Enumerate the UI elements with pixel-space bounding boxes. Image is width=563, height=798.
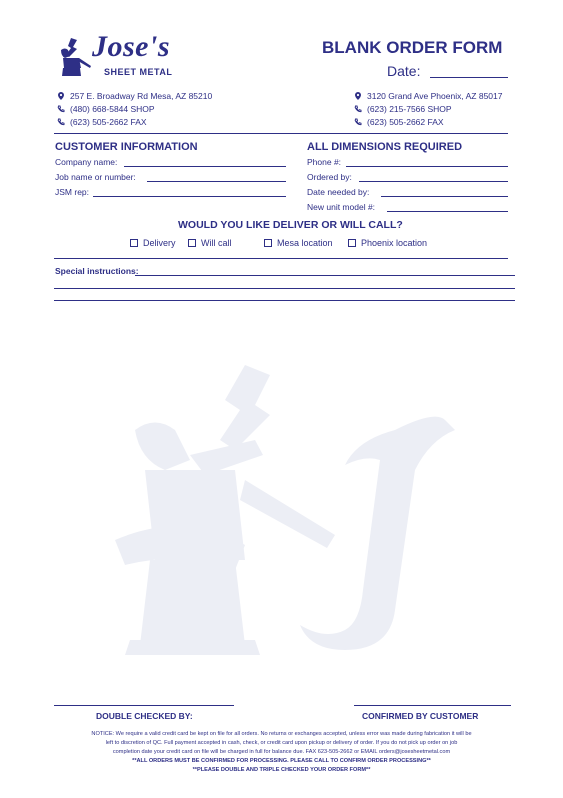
notice-line-3: completion date your credit card on file will be charged in full for balance due. FAX 623-505-2662 or EMAIL orders@josesheetmetal.com	[112, 749, 451, 755]
worker-logo-icon	[57, 36, 93, 78]
company-name-field[interactable]	[124, 166, 286, 167]
checkbox-icon[interactable]	[348, 239, 356, 247]
notice-line-4: **ALL ORDERS MUST BE CONFIRMED FOR PROCESSING. PLEASE CALL TO CONFIRM ORDER PROCESSING**	[132, 758, 431, 764]
phone-icon	[354, 105, 362, 113]
delivery-question: WOULD YOU LIKE DELIVER OR WILL CALL?	[178, 219, 403, 231]
double-checked-label: DOUBLE CHECKED BY:	[96, 711, 193, 721]
notice-line-2: left to discretion of QC. Full payment accepted in cash, check, or credit card upon pickup or delivery of order. If you do not pick up order on job	[105, 740, 458, 746]
logo-name: Jose's	[92, 30, 170, 63]
date-label: Date:	[387, 63, 421, 79]
date-line[interactable]	[430, 77, 508, 78]
right-fax: (623) 505-2662 FAX	[354, 117, 444, 127]
dimensions-heading: ALL DIMENSIONS REQUIRED	[307, 141, 463, 153]
delivery-option-phoenix[interactable]: Phoenix location	[348, 238, 427, 248]
jsm-rep-field[interactable]	[93, 196, 286, 197]
fax-icon	[354, 118, 362, 126]
checkbox-icon[interactable]	[188, 239, 196, 247]
job-name-field[interactable]	[147, 181, 286, 182]
job-name-label: Job name or number:	[55, 172, 136, 182]
checkbox-icon[interactable]	[264, 239, 272, 247]
logo-subtitle: SHEET METAL	[104, 67, 173, 77]
notice-block	[40, 730, 523, 775]
special-instructions-label: Special instructions:	[55, 266, 139, 276]
delivery-option-delivery[interactable]: Delivery	[130, 238, 176, 248]
customer-heading: CUSTOMER INFORMATION	[55, 141, 198, 153]
page-title: BLANK ORDER FORM	[322, 38, 503, 57]
unit-model-label: New unit model #:	[307, 202, 376, 212]
special-instructions-line-3[interactable]	[54, 300, 515, 301]
fax-icon	[57, 118, 65, 126]
ordered-by-field[interactable]	[359, 181, 508, 182]
special-instructions-line-2[interactable]	[54, 288, 515, 289]
left-fax: (623) 505-2662 FAX	[57, 117, 147, 127]
header-divider	[54, 133, 508, 134]
phone-label: Phone #:	[307, 157, 342, 167]
location-pin-icon	[57, 92, 65, 100]
double-checked-signature-line[interactable]	[54, 705, 234, 706]
phone-field[interactable]	[346, 166, 508, 167]
left-address: 257 E. Broadway Rd Mesa, AZ 85210	[57, 91, 212, 101]
left-shop-phone: (480) 668-5844 SHOP	[57, 104, 155, 114]
notice-line-5: **PLEASE DOUBLE AND TRIPLE CHECKED YOUR ORDER FORM**	[192, 767, 371, 773]
company-name-label: Company name:	[55, 157, 118, 167]
confirmed-label: CONFIRMED BY CUSTOMER	[362, 711, 479, 721]
notice-line-1: NOTICE: We require a valid credit card be kept on file for all orders. No returns or exchanges accepted, unless error was made during fabrication it will be	[91, 731, 472, 737]
delivery-divider	[54, 258, 508, 259]
checkbox-icon[interactable]	[130, 239, 138, 247]
delivery-option-will-call[interactable]: Will call	[188, 238, 232, 248]
date-needed-label: Date needed by:	[307, 187, 370, 197]
special-instructions-line-1[interactable]	[135, 275, 515, 276]
right-address: 3120 Grand Ave Phoenix, AZ 85017	[354, 91, 502, 101]
watermark-logo	[95, 360, 475, 660]
delivery-option-mesa[interactable]: Mesa location	[264, 238, 333, 248]
phone-icon	[57, 105, 65, 113]
location-pin-icon	[354, 92, 362, 100]
right-shop-phone: (623) 215-7566 SHOP	[354, 104, 452, 114]
confirmed-signature-line[interactable]	[354, 705, 511, 706]
date-needed-field[interactable]	[381, 196, 508, 197]
jsm-rep-label: JSM rep:	[55, 187, 90, 197]
unit-model-field[interactable]	[387, 211, 508, 212]
ordered-by-label: Ordered by:	[307, 172, 352, 182]
